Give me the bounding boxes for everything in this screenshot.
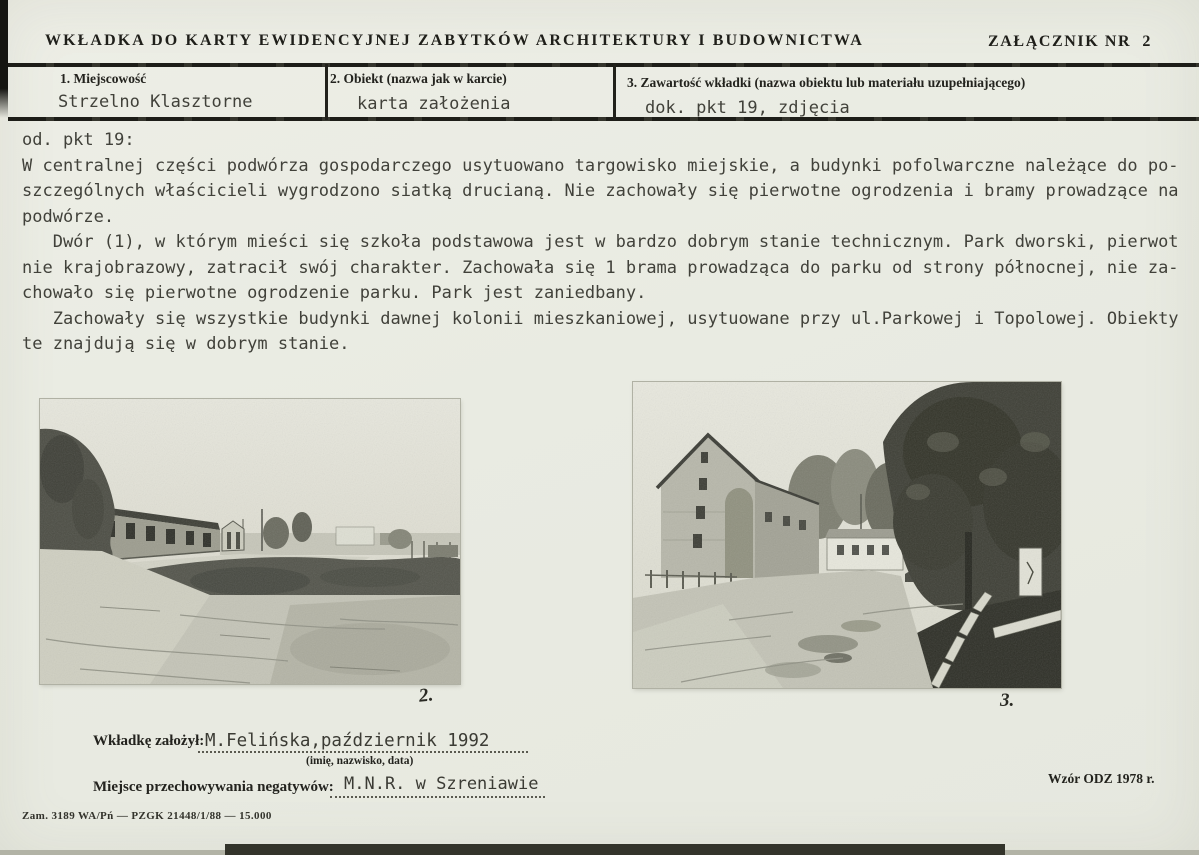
photo-2	[633, 382, 1061, 688]
field-contents-value: dok. pkt 19, zdjęcia	[645, 98, 850, 118]
founder-value: M.Felińska,październik 1992	[205, 731, 490, 751]
photo-1-image	[40, 399, 460, 684]
scan-edge-left	[0, 0, 8, 118]
body-line: podwórze.	[22, 206, 115, 227]
print-note: Zam. 3189 WA/Pń — PZGK 21448/1/88 — 15.000	[22, 810, 272, 822]
body-line: Zachowały się wszystkie budynki dawnej kolonii mieszkaniowej, usytuowane przy ul.Parkowej i Topolowej. Obiekty	[22, 308, 1179, 329]
founder-sublabel: (imię, nazwisko, data)	[306, 755, 414, 767]
typewritten-text-block	[22, 128, 1199, 358]
page-title: WKŁADKA DO KARTY EWIDENCYJNEJ ZABYTKÓW ARCHITEKTURY I BUDOWNICTWA	[45, 32, 864, 49]
field-locality-value: Strzelno Klasztorne	[58, 92, 253, 112]
attachment-number: ZAŁĄCZNIK NR 2	[988, 33, 1153, 50]
negatives-underline	[330, 796, 545, 798]
table-top-rule	[8, 63, 1199, 67]
body-line: Dwór (1), w którym mieści się szkoła podstawowa jest w bardzo dobrym stanie technicznym. Park dworski, pierwot	[22, 232, 1179, 252]
form-note: Wzór ODZ 1978 r.	[1048, 771, 1155, 786]
table-divider-1	[325, 64, 328, 120]
negatives-value: M.N.R. w Szreniawie	[344, 774, 539, 794]
photo-1-caption: 2.	[417, 684, 435, 707]
photo-2-image	[633, 382, 1061, 688]
field-object-label: 2. Obiekt (nazwa jak w karcie)	[330, 71, 507, 86]
negatives-label: Miejsce przechowywania negatywów:	[93, 779, 334, 795]
table-bottom-rule	[8, 117, 1199, 121]
body-line: W centralnej części podwórza gospodarczego usytuowano targowisko miejskie, a budynki pofolwarczne należące do po-	[22, 155, 1179, 176]
field-object-value: karta założenia	[357, 94, 511, 114]
founder-label: Wkładkę założył:	[93, 733, 205, 749]
table-divider-2	[613, 64, 616, 120]
scan-bottom-bar	[225, 844, 1005, 855]
photo-2-caption: 3.	[1000, 690, 1015, 711]
body-line: nie krajobrazowy, zatracił swój charakter. Zachowała się 1 brama prowadząca do parku od strony północnej, nie za-	[22, 257, 1179, 278]
body-line: te znajdują się w dobrym stanie.	[22, 334, 350, 354]
founder-underline	[198, 751, 528, 753]
body-line: chowało się pierwotne ogrodzenie parku. Park jest zaniedbany.	[22, 283, 647, 303]
field-locality-label: 1. Miejscowość	[60, 71, 147, 86]
body-line: szczególnych właścicieli wygrodzono siatką drucianą. Nie zachowały się pierwotne ogrodzenia i bramy prowadzące na	[22, 181, 1179, 201]
body-line: od. pkt 19:	[22, 130, 135, 150]
field-contents-label: 3. Zawartość wkładki (nazwa obiektu lub materiału uzupełniającego)	[627, 75, 1026, 90]
photo-1	[40, 399, 460, 684]
